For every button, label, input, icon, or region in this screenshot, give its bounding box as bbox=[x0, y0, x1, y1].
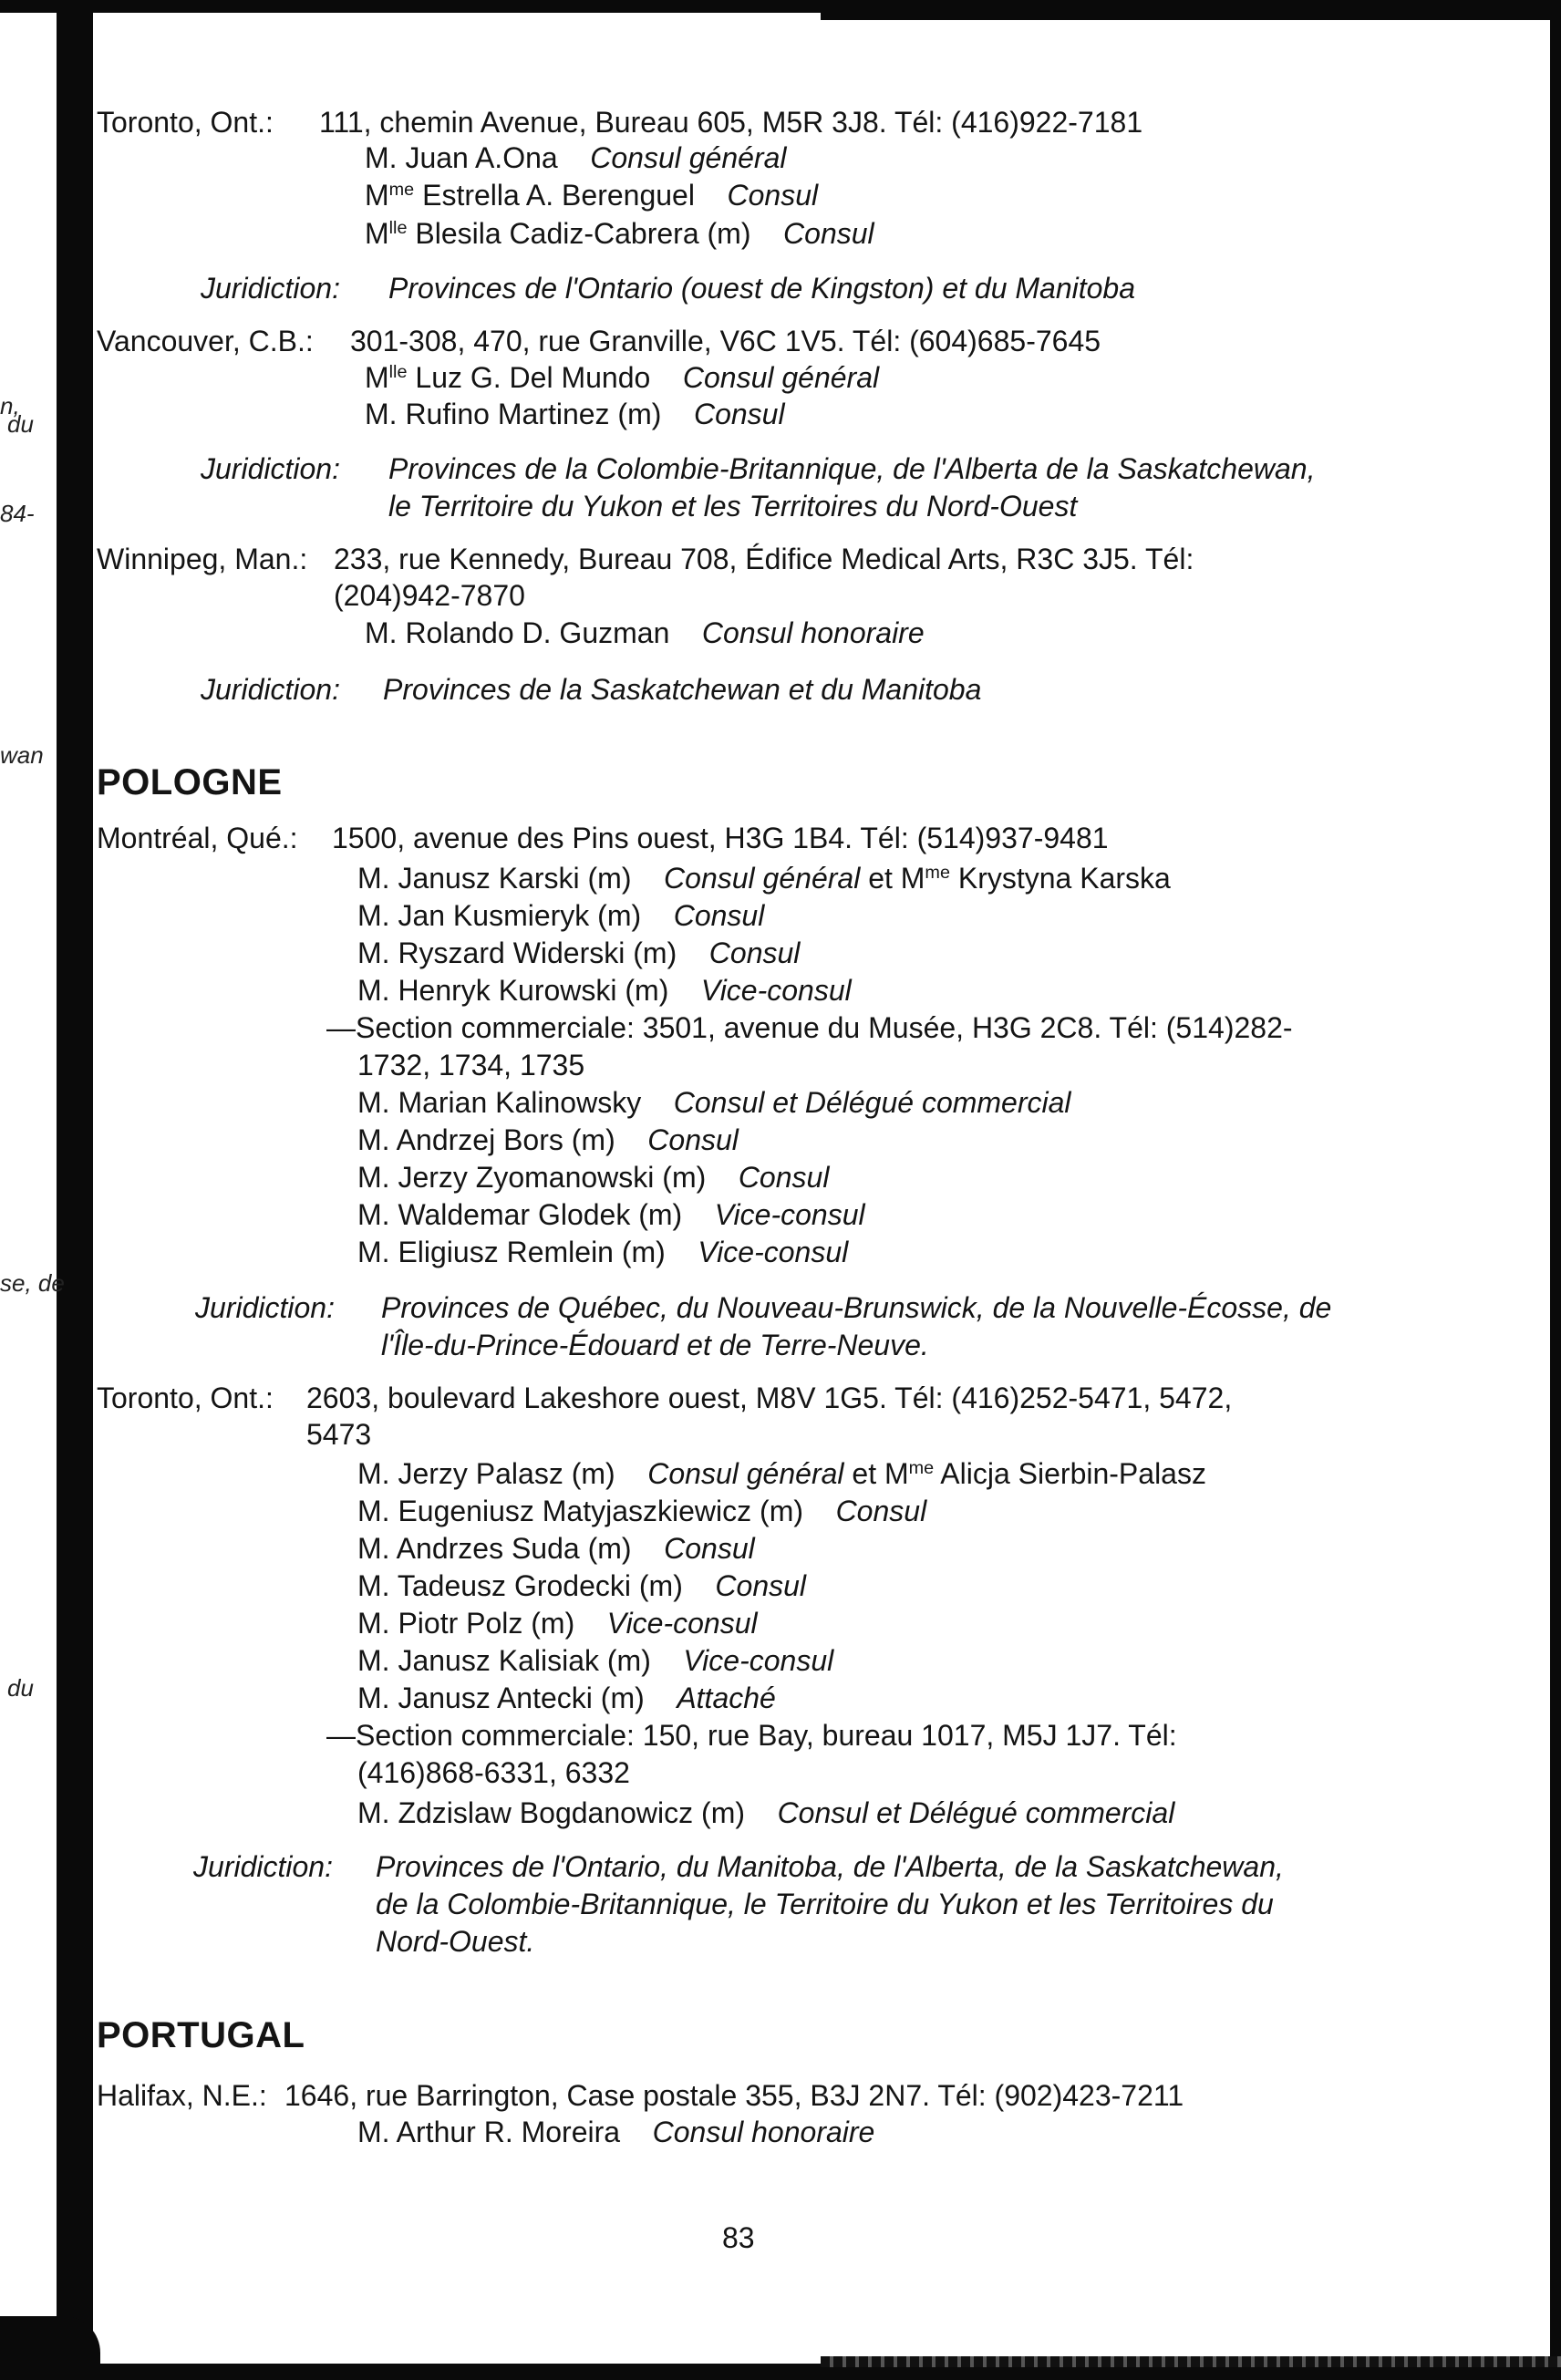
entry-address: 1646, rue Barrington, Case postale 355, B3J 2N7. Tél: (902)423-7211 bbox=[284, 2079, 1184, 2112]
person-line: $M^{lle}$ Luz G. Del Mundo Consul général bbox=[365, 361, 880, 394]
margin-fragment: du bbox=[7, 1674, 34, 1702]
person-line: $M^{lle}$ Blesila Cadiz-Cabrera (m) Consul bbox=[365, 217, 874, 250]
entry-address: 2603, boulevard Lakeshore ouest, M8V 1G5. Tél: (416)252-5471, 5472, bbox=[306, 1381, 1233, 1414]
person-line: M. Piotr Polz (m) Vice-consul bbox=[357, 1607, 758, 1640]
margin-fragment: du bbox=[7, 410, 34, 438]
margin-fragment: 84- bbox=[0, 500, 35, 527]
entry-city: Vancouver, C.B.: bbox=[97, 325, 314, 357]
entry-city: Toronto, Ont.: bbox=[97, 1381, 274, 1414]
jurisdiction-text: de la Colombie-Britannique, le Territoire du Yukon et les Territoires du bbox=[376, 1888, 1274, 1920]
jurisdiction-text: Provinces de la Colombie-Britannique, de l'Alberta de la Saskatchewan, bbox=[388, 452, 1316, 485]
person-line: M. Andrzej Bors (m) Consul bbox=[357, 1123, 739, 1156]
entry-address: (204)942-7870 bbox=[334, 579, 525, 612]
jurisdiction-label: Juridiction: bbox=[201, 272, 340, 305]
entry-address: 1500, avenue des Pins ouest, H3G 1B4. Tél: (514)937-9481 bbox=[332, 822, 1109, 854]
margin-fragment: n, bbox=[0, 392, 20, 419]
person-line: M. Janusz Karski (m) Consul général et $M^{me}$ Krystyna Karska bbox=[357, 862, 1171, 895]
entry-address: 111, chemin Avenue, Bureau 605, M5R 3J8. Tél: (416)922-7181 bbox=[319, 106, 1143, 139]
person-line: $M^{me}$ Estrella A. Berenguel Consul bbox=[365, 179, 819, 212]
jurisdiction-text: Provinces de Québec, du Nouveau-Brunswick, de la Nouvelle-Écosse, de bbox=[381, 1291, 1332, 1324]
entry-address: 301-308, 470, rue Granville, V6C 1V5. Tél: (604)685-7645 bbox=[350, 325, 1101, 357]
entry-city: Toronto, Ont.: bbox=[97, 106, 274, 139]
jurisdiction-text: Provinces de l'Ontario (ouest de Kingston) et du Manitoba bbox=[388, 272, 1136, 305]
section-heading-pologne: POLOGNE bbox=[97, 762, 283, 802]
person-line: M. Rolando D. Guzman Consul honoraire bbox=[365, 616, 925, 649]
entry-city: Winnipeg, Man.: bbox=[97, 543, 308, 575]
jurisdiction-label: Juridiction: bbox=[201, 673, 340, 706]
person-line: M. Jerzy Zyomanowski (m) Consul bbox=[357, 1161, 830, 1194]
commercial-section: (416)868-6331, 6332 bbox=[357, 1756, 630, 1789]
jurisdiction-text: Nord-Ouest. bbox=[376, 1925, 535, 1958]
person-line: M. Zdzislaw Bogdanowicz (m) Consul et Délégué commercial bbox=[357, 1796, 1175, 1829]
commercial-section: —Section commerciale: 3501, avenue du Musée, H3G 2C8. Tél: (514)282- bbox=[326, 1011, 1293, 1044]
jurisdiction-label: Juridiction: bbox=[193, 1850, 333, 1883]
person-line: M. Juan A.Ona Consul général bbox=[365, 141, 787, 174]
scan-border-bottom-band bbox=[821, 2356, 1561, 2367]
person-line: M. Marian Kalinowsky Consul et Délégué commercial bbox=[357, 1086, 1071, 1119]
person-line: M. Tadeusz Grodecki (m) Consul bbox=[357, 1569, 807, 1602]
commercial-section: —Section commerciale: 150, rue Bay, bureau 1017, M5J 1J7. Tél: bbox=[326, 1719, 1177, 1752]
jurisdiction-text: l'Île-du-Prince-Édouard et de Terre-Neuve. bbox=[381, 1329, 929, 1361]
person-line: M. Arthur R. Moreira Consul honoraire bbox=[357, 2116, 875, 2148]
margin-fragment: wan bbox=[0, 741, 44, 769]
person-line: M. Henryk Kurowski (m) Vice-consul bbox=[357, 974, 852, 1007]
person-line: M. Eugeniusz Matyjaszkiewicz (m) Consul bbox=[357, 1495, 927, 1527]
jurisdiction-text: le Territoire du Yukon et les Territoires du Nord-Ouest bbox=[388, 490, 1078, 523]
person-line: M. Jan Kusmieryk (m) Consul bbox=[357, 899, 765, 932]
jurisdiction-label: Juridiction: bbox=[195, 1291, 335, 1324]
person-line: M. Jerzy Palasz (m) Consul général et $M^{me}$ Alicja Sierbin-Palasz bbox=[357, 1457, 1206, 1490]
person-line: M. Waldemar Glodek (m) Vice-consul bbox=[357, 1198, 865, 1231]
person-line: M. Rufino Martinez (m) Consul bbox=[365, 398, 785, 430]
page-number: 83 bbox=[722, 2221, 755, 2254]
jurisdiction-text: Provinces de l'Ontario, du Manitoba, de l'Alberta, de la Saskatchewan, bbox=[376, 1850, 1284, 1883]
entry-address: 5473 bbox=[306, 1418, 372, 1451]
page-fold-corner bbox=[0, 2316, 100, 2380]
entry-address: 233, rue Kennedy, Bureau 708, Édifice Medical Arts, R3C 3J5. Tél: bbox=[334, 543, 1194, 575]
jurisdiction-text: Provinces de la Saskatchewan et du Manitoba bbox=[383, 673, 982, 706]
person-line: M. Ryszard Widerski (m) Consul bbox=[357, 936, 801, 969]
section-heading-portugal: PORTUGAL bbox=[97, 2015, 305, 2055]
person-line: M. Eligiusz Remlein (m) Vice-consul bbox=[357, 1236, 849, 1268]
scan-border-top-right bbox=[821, 0, 1561, 20]
page-binding-shadow bbox=[57, 0, 93, 2380]
margin-fragment: se, de bbox=[0, 1269, 65, 1297]
person-line: M. Janusz Kalisiak (m) Vice-consul bbox=[357, 1644, 834, 1677]
scan-border-right bbox=[1550, 0, 1561, 2380]
entry-city: Halifax, N.E.: bbox=[97, 2079, 267, 2112]
entry-city: Montréal, Qué.: bbox=[97, 822, 298, 854]
person-line: M. Janusz Antecki (m) Attaché bbox=[357, 1682, 776, 1714]
jurisdiction-label: Juridiction: bbox=[201, 452, 340, 485]
commercial-section: 1732, 1734, 1735 bbox=[357, 1049, 585, 1081]
person-line: M. Andrzes Suda (m) Consul bbox=[357, 1532, 755, 1565]
